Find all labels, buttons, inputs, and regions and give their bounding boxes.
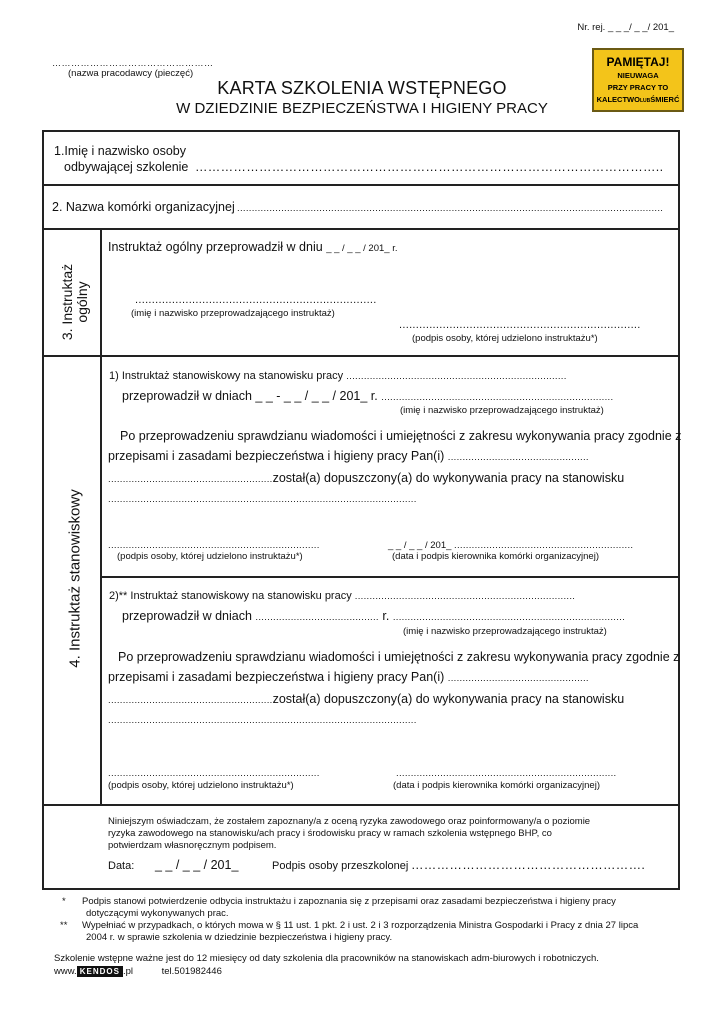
part2-workstation-field[interactable]: ........................................................................... <box>354 591 576 602</box>
publisher-line: www. KENDOS .pl tel.501982446 <box>54 966 222 978</box>
footnote-mark: * <box>62 896 66 907</box>
part2-paragraph: Po przeprowadzeniu sprawdzianu wiadomości i umiejętności z zakresu wykonywania pracy zgodnie z <box>118 650 680 664</box>
part2-date-field[interactable]: .......................................... <box>255 612 379 623</box>
general-training-date-field[interactable]: _ _ / _ _ / 201_ r. <box>326 243 398 254</box>
part1-paragraph: Po przeprowadzeniu sprawdzianu wiadomości i umiejętności z zakresu wykonywania pracy zgodnie z <box>120 429 682 443</box>
declaration-date-label: Data: <box>108 860 135 872</box>
publisher-phone: tel.501982446 <box>161 966 222 978</box>
divider <box>42 355 680 357</box>
part2-instructor-field[interactable]: ............................................................................... <box>392 612 626 623</box>
part2-admission-line: ........................................................został(a) dopuszczony(a) do wykonywania pracy na stanowisku <box>108 692 625 706</box>
declaration-line: potwierdzam własnoręcznym podpisem. <box>108 840 277 851</box>
general-training-text: Instruktaż ogólny przeprowadził w dniu _ _ / _ _ / 201_ r. <box>108 240 398 254</box>
part1-admission-line: ........................................................został(a) dopuszczony(a) do wykonywania pracy na stanowisku <box>108 471 625 485</box>
part1-manager-sign-line <box>388 540 633 551</box>
footnote-mark: ** <box>60 920 68 931</box>
badge-heading: PAMIĘTAJ! <box>606 55 670 69</box>
part2-position-field[interactable]: ......................................................................................................... <box>108 715 417 726</box>
declaration-line: Niniejszym oświadczam, że zostałem zapoznany/a z oceną ryzyka zawodowego oraz poinformowany/a o poziomie <box>108 816 591 827</box>
badge-line: KALECTWOLUBŚMIERĆ <box>596 95 680 104</box>
validity-note: Szkolenie wstępne ważne jest do 12 miesięcy od daty szkolenia dla pracowników na stanowiskach adm-biurowych i robotniczych. <box>54 953 599 964</box>
badge-line: NIEUWAGA <box>617 71 659 80</box>
part2-manager-signature-field[interactable]: ........................................................................... <box>396 768 617 779</box>
declaration-signature-field[interactable]: ………………………………………………. <box>411 858 646 872</box>
unit-name-field[interactable]: ................................................................................................................................................. <box>237 203 664 214</box>
part2-trainee-name-field[interactable]: ................................................ <box>447 673 589 684</box>
part1-workstation-field[interactable]: ........................................................................... <box>346 371 567 382</box>
part1-manager-signature-field[interactable]: ............................................................. <box>454 540 634 551</box>
part2-paragraph-cont: przepisami i zasadami bezpieczeństwa i higieny pracy Pan(i) ................................................ <box>108 670 589 684</box>
part2-instructor-caption: (imię i nazwisko przeprowadzającego instruktaż) <box>403 626 607 637</box>
part1-manager-caption: (data i podpis kierownika komórki organizacyjnej) <box>392 551 599 562</box>
part1-conducted-line: przeprowadził w dniach _ _ - _ _ / _ _ / 201_ r. ............................................................................... <box>122 389 614 403</box>
employer-caption: (nazwa pracodawcy (pieczęć) <box>68 68 194 79</box>
declaration-date-field[interactable]: _ _ / _ _ / 201_ <box>155 858 239 872</box>
part1-manager-date-field[interactable]: _ _ / _ _ / 201_ <box>388 540 452 551</box>
part1-trainee-name-field[interactable]: ................................................ <box>447 452 589 463</box>
footnote-text: Wypełniać w przypadkach, o których mowa w § 11 ust. 1 pkt. 2 i ust. 2 i 3 rozporządzenia Ministra Gospodarki i Pracy z dnia 27 lipca <box>82 920 639 931</box>
part2-trainee-field[interactable]: ........................................................ <box>108 695 273 706</box>
part2-manager-caption: (data i podpis kierownika komórki organizacyjnej) <box>393 780 600 791</box>
part1-heading: 1) Instruktaż stanowiskowy na stanowisku pracy ........................................................................... <box>109 370 567 382</box>
footnote-text: 2004 r. w sprawie szkolenia w dziedzinie bezpieczeństwa i higieny pracy. <box>86 932 393 943</box>
general-trainee-signature-field[interactable]: ........................................................................ <box>399 319 641 331</box>
divider <box>42 184 680 186</box>
general-instructor-field[interactable]: ........................................................................ <box>135 294 377 306</box>
divider <box>100 576 680 578</box>
declaration-signature-label: Podpis osoby przeszkolonej <box>272 860 409 872</box>
part1-date-field[interactable]: _ _ - _ _ / _ _ / 201_ r. <box>255 389 378 403</box>
general-instructor-caption: (imię i nazwisko przeprowadzającego instruktaż) <box>131 308 335 319</box>
general-trainee-caption: (podpis osoby, której udzielono instruktażu*) <box>412 333 598 344</box>
badge-line: PRZY PRACY TO <box>607 83 669 92</box>
column-divider <box>100 228 102 804</box>
section3-side-label: 3. Instruktaż ogólny <box>59 263 90 341</box>
trainee-name-field[interactable]: ……………………………………………………………………………………………….. <box>195 160 664 174</box>
part2-trainee-caption: (podpis osoby, której udzielono instruktażu*) <box>108 780 294 791</box>
divider <box>42 804 680 806</box>
kendos-logo: KENDOS <box>77 966 123 977</box>
part1-position-field[interactable]: ......................................................................................................... <box>108 494 417 505</box>
page-subtitle: W DZIEDZINIE BEZPIECZEŃSTWA I HIGIENY PRACY <box>176 100 548 117</box>
section1-label-cont: odbywającej szkolenie <box>64 160 189 174</box>
footnote-text: Podpis stanowi potwierdzenie odbycia instruktażu i zapoznania się z przepisami oraz zasadami bezpieczeństwa i higieny pracy <box>82 896 616 907</box>
footnote-text: dotyczącymi wykonywanych prac. <box>86 908 229 919</box>
registration-number: Nr. rej. _ _ _/ _ _/ 201_ <box>577 22 674 33</box>
divider <box>42 228 680 230</box>
part2-trainee-signature-field[interactable]: ........................................................................ <box>108 768 320 779</box>
warning-badge <box>592 48 684 112</box>
part1-trainee-signature-field[interactable]: ........................................................................ <box>108 540 320 551</box>
section2-label: 2. Nazwa komórki organizacyjnej <box>52 200 235 214</box>
part1-instructor-field[interactable]: ............................................................................... <box>381 392 614 403</box>
declaration-line: ryzyka zawodowego na stanowisku/ach pracy i środowisku pracy w ramach szkolenia wstępnego BHP, co <box>108 828 552 839</box>
part1-trainee-caption: (podpis osoby, której udzielono instruktażu*) <box>117 551 303 562</box>
page-title: KARTA SZKOLENIA WSTĘPNEGO <box>217 78 507 98</box>
part2-heading: 2)** Instruktaż stanowiskowy na stanowisku pracy ........................................................................... <box>109 590 576 602</box>
section4-side-label: 4. Instruktaż stanowiskowy <box>66 489 84 668</box>
section1-label: 1.Imię i nazwisko osoby <box>54 144 187 158</box>
part1-instructor-caption: (imię i nazwisko przeprowadzającego instruktaż) <box>400 405 604 416</box>
employer-stamp-line: …………………………………………… <box>52 58 214 68</box>
part2-conducted-line: przeprowadził w dniach .......................................... r. ............................................................................... <box>122 609 626 623</box>
part1-trainee-field[interactable]: ........................................................ <box>108 474 273 485</box>
part1-paragraph-cont: przepisami i zasadami bezpieczeństwa i higieny pracy Pan(i) ................................................ <box>108 449 589 463</box>
